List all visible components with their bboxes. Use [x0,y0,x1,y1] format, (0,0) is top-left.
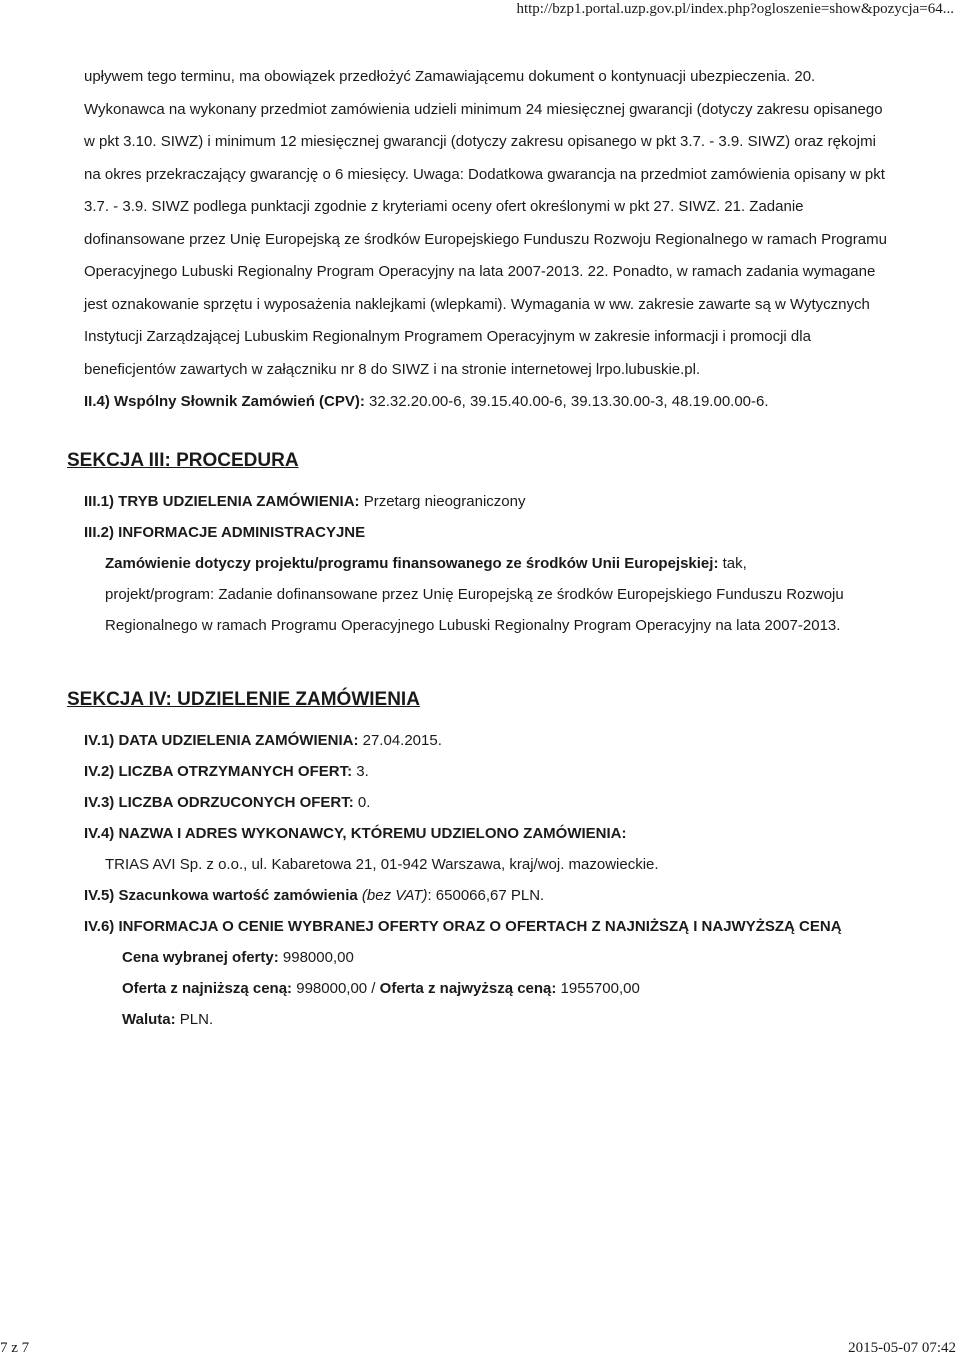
eu-funding-label: Zamówienie dotyczy projektu/programu finansowanego ze środków Unii Europejskiej: [105,555,719,572]
currency-value: PLN. [175,1011,214,1028]
eu-funding-line [84,548,890,579]
offers-rejected-line [84,787,890,818]
award-date-label: IV.1) DATA UDZIELENIA ZAMÓWIENIA: [84,732,359,749]
procedure-type-value: Przetarg nieograniczony [359,493,526,510]
price-separator: / [367,980,380,997]
page-number: 7 z 7 [0,1340,30,1356]
cpv-label: II.4) Wspólny Słownik Zamówień (CPV): [84,393,365,410]
estimated-value-amount: : 650066,67 PLN. [427,887,545,904]
document-content [67,61,890,1035]
selected-price-label: Cena wybranej oferty: [122,949,279,966]
contractor-value: TRIAS AVI Sp. z o.o., ul. Kabaretowa 21, 01-942 Warszawa, kraj/woj. mazowieckie. [105,856,659,873]
selected-price-line [84,942,890,973]
estimated-value-line [84,880,890,911]
page-url-header: http://bzp1.portal.uzp.gov.pl/index.php?ogloszenie=show&pozycja=64... [516,1,954,17]
lowest-highest-price-line [84,973,890,1004]
highest-price-label: Oferta z najwyższą ceną: [379,980,557,997]
offers-rejected-label: IV.3) LICZBA ODRZUCONYCH OFERT: [84,794,354,811]
currency-line [84,1004,890,1035]
highest-price-value: 1955700,00 [556,980,640,997]
estimated-value-label: IV.5) Szacunkowa wartość zamówienia [84,887,358,904]
currency-label: Waluta: [122,1011,176,1028]
procedure-type-label: III.1) TRYB UDZIELENIA ZAMÓWIENIA: [84,493,360,510]
offers-received-value: 3. [352,763,369,780]
intro-paragraph: upływem tego terminu, ma obowiązek przedłożyć Zamawiającemu dokument o kontynuacji ubezpieczenia. 20. Wykonawca na wykonany przedmiot zamówienia udzieli minimum 24 miesięcznej gwarancji (dotyczy zakresu opisanego w pkt 3.10. SIWZ) i minimum 12 miesięcznej gwarancji (dotyczy zakresu opisanego w pkt 3.7. - 3.9. SIWZ) oraz rękojmi na okres przekraczający gwarancję o 6 miesięcy. Uwaga: Dodatkowa gwarancja na przedmiot zamówienia opisany w pkt 3.7. - 3.9. SIWZ podlega punktacji zgodnie z kryteriami oceny ofert określonymi w pkt 27. SIWZ. 21. Zadanie dofinansowane przez Unię Europejską ze środków Europejskiego Funduszu Rozwoju Regionalnego w ramach Programu Operacyjnego Lubuski Regionalny Program Operacyjny na lata 2007-2013. 22. Ponadto, w ramach zadania wymagane jest oznakowanie sprzętu i wyposażenia naklejkami (wlepkami). Wymagania w ww. zakresie zawarte są w Wytycznych Instytucji Zarządzającej Lubuskim Regionalnym Programem Operacyjnym w zakresie informacji i promocji dla beneficjentów zawartych w załączniku nr 8 do SIWZ i na stronie internetowej lrpo.lubuskie.pl. [84,68,887,378]
eu-funding-value: tak, [718,555,747,572]
cpv-value: 32.32.20.00-6, 39.15.40.00-6, 39.13.30.00-3, 48.19.00.00-6. [364,393,769,410]
contractor-heading: IV.4) NAZWA I ADRES WYKONAWCY, KTÓREMU UDZIELONO ZAMÓWIENIA: [84,825,627,842]
cpv-line [84,390,890,414]
lowest-price-label: Oferta z najniższą ceną: [122,980,293,997]
section-4-title: SEKCJA IV: UDZIELENIE ZAMÓWIENIA [67,689,420,710]
offers-received-label: IV.2) LICZBA OTRZYMANYCH OFERT: [84,763,353,780]
offers-received-line [84,756,890,787]
price-info-heading: IV.6) INFORMACJA O CENIE WYBRANEJ OFERTY ORAZ O OFERTACH Z NAJNIŻSZĄ I NAJWYŻSZĄ CENĄ [84,918,842,935]
lowest-price-value: 998000,00 [292,980,368,997]
print-datetime: 2015-05-07 07:42 [848,1340,956,1356]
estimated-value-note: (bez VAT) [357,887,428,904]
project-description: projekt/program: Zadanie dofinansowane przez Unię Europejską ze środków Europejskiego Funduszu Rozwoju Regionalnego w ramach Programu Operacyjnego Lubuski Regionalny Program Operacyjny na lata 2007-2013. [105,586,844,634]
offers-rejected-value: 0. [353,794,371,811]
admin-info-heading: III.2) INFORMACJE ADMINISTRACYJNE [84,524,366,541]
award-date-line [84,725,890,756]
selected-price-value: 998000,00 [278,949,354,966]
procedure-type-line [84,486,890,517]
award-date-value: 27.04.2015. [358,732,442,749]
section-3-title: SEKCJA III: PROCEDURA [67,450,299,471]
